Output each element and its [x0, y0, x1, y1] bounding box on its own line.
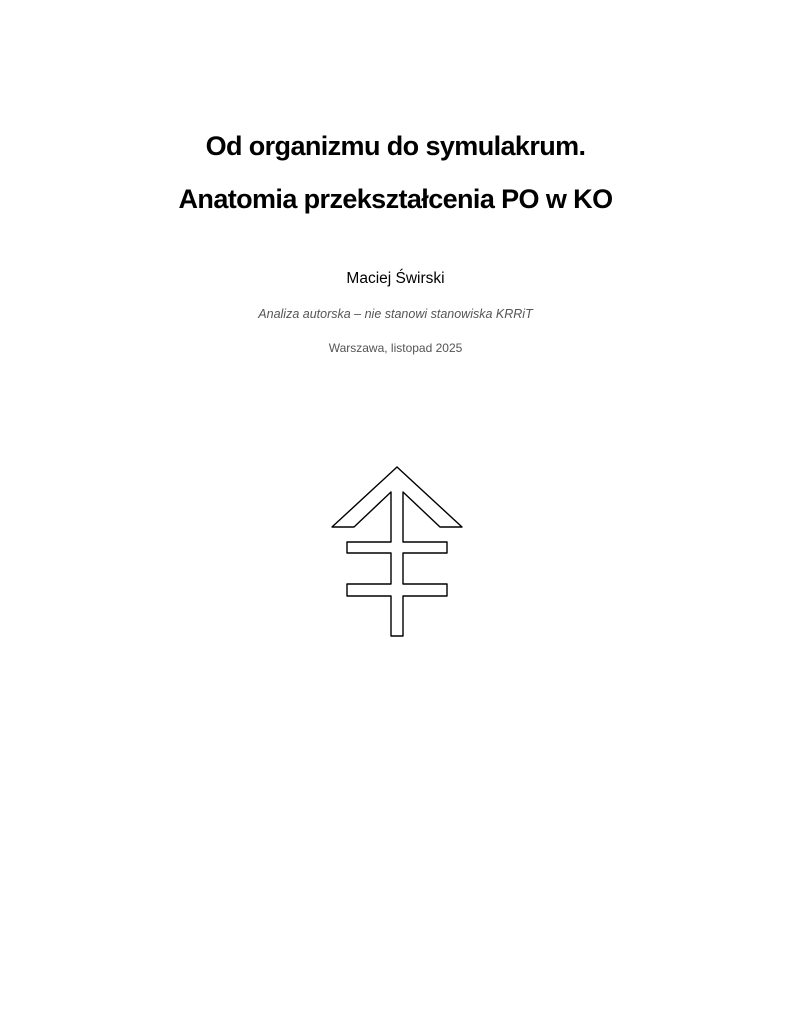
title-line-1: Od organizmu do symulakrum. — [205, 131, 586, 161]
place-date: Warszawa, listopad 2025 — [328, 341, 463, 355]
disclaimer-note: Analiza autorska – nie stanowi stanowiska KRRiT — [258, 307, 533, 321]
emblem-outline — [332, 467, 462, 636]
arrow-tree-emblem-icon — [330, 465, 464, 639]
author-name: Maciej Świrski — [346, 270, 445, 287]
title-line-2: Anatomia przekształcenia PO w KO — [178, 184, 613, 214]
